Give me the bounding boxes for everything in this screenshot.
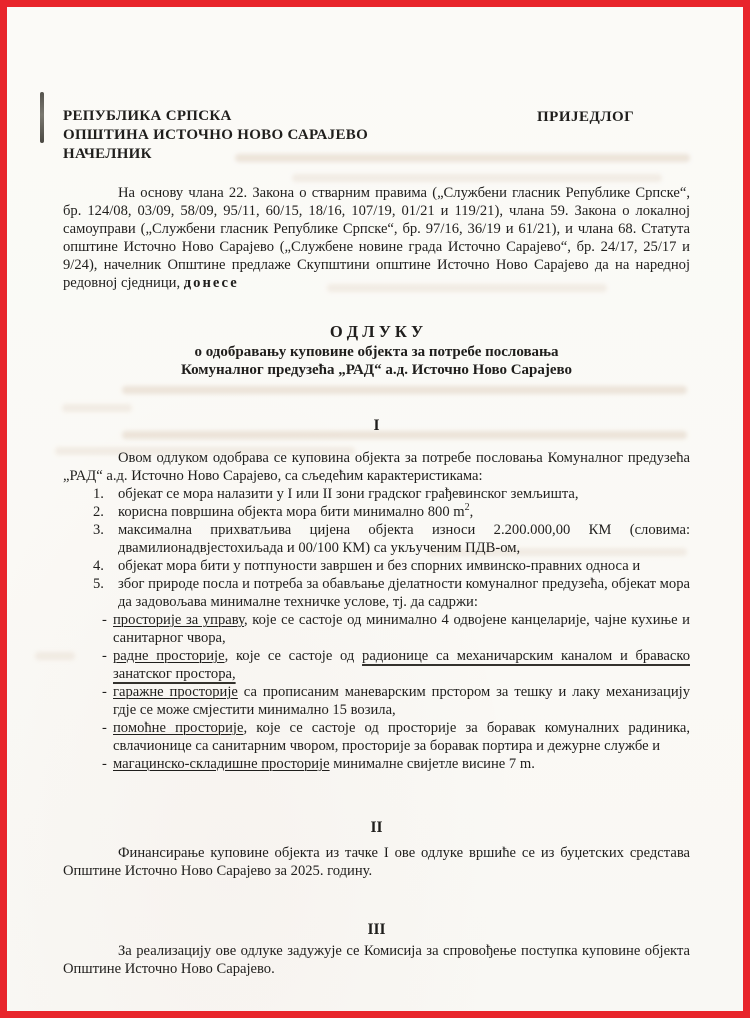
item-text: објекат мора бити у потпуности завршен и без спорних имвинско-правних односа и bbox=[118, 558, 641, 574]
decision-subtitle-1: о одобравању куповине објекта за потребе пословања bbox=[194, 344, 559, 360]
item-number: 4. bbox=[93, 558, 104, 574]
dash-mark: - bbox=[102, 612, 107, 628]
superscript-2: 2 bbox=[464, 502, 470, 513]
proposal-label: ПРИЈЕДЛОГ bbox=[537, 109, 635, 125]
dash-item-warehouse-premises bbox=[63, 755, 690, 773]
bleed-through-artifact bbox=[292, 174, 662, 182]
section-3-paragraph: За реализацију ове одлуке задужује се Комисија за спровођење поступка куповине објекта Општине Источно Ново Сарајево. bbox=[63, 943, 690, 977]
item-number: 2. bbox=[93, 504, 104, 520]
numbered-item-2 bbox=[63, 503, 690, 521]
dash-mark: - bbox=[102, 756, 107, 772]
preamble-paragraph bbox=[63, 184, 690, 292]
decision-subtitle-2: Комуналног предузећа „РАД“ а.д. Источно Ново Сарајево bbox=[180, 362, 573, 378]
letterhead bbox=[63, 107, 543, 164]
item-lead-underlined: помоћне просторије bbox=[113, 720, 244, 736]
section-marker-2: II bbox=[370, 819, 383, 836]
item-text-post: , bbox=[469, 504, 474, 520]
item-text: корисна површина објекта мора бити минимално 800 m bbox=[118, 504, 465, 520]
item-lead-underlined: гаражне просторије bbox=[113, 684, 238, 700]
item-lead-underlined: магацинско-складишне просторије bbox=[113, 756, 330, 772]
item-number: 3. bbox=[93, 522, 104, 538]
dash-mark: - bbox=[102, 684, 107, 700]
item-number: 1. bbox=[93, 486, 104, 502]
dash-item-work-premises bbox=[63, 647, 690, 683]
numbered-item-4 bbox=[63, 557, 690, 575]
bleed-through-artifact bbox=[62, 404, 132, 412]
section-marker-3: III bbox=[367, 921, 386, 938]
pen-stroke-artifact bbox=[40, 92, 44, 143]
section-marker-1: I bbox=[373, 417, 380, 434]
item-number: 5. bbox=[93, 576, 104, 592]
letterhead-mayor: НАЧЕЛНИК bbox=[63, 146, 152, 162]
bleed-through-artifact bbox=[122, 386, 687, 394]
item-text: максимална прихватљива цијена објекта износи 2.200.000,00 КМ (словима: двамилионадвјестохиљада и 00/100 КМ) са укљученим ПДВ-ом, bbox=[118, 522, 690, 556]
numbered-item-1 bbox=[63, 485, 690, 503]
section-1-body bbox=[63, 449, 690, 773]
numbered-item-5 bbox=[63, 575, 690, 611]
dash-item-auxiliary-premises bbox=[63, 719, 690, 755]
section-1-intro: Овом одлуком одобрава се куповина објекта за потребе пословања Комуналног предузећа „РАД“ а.д. Источно Ново Сарајево, са сљедећим карактеристикама: bbox=[63, 450, 690, 484]
item-pen-underlined: радионице са механичарским каналом и браваско занатског простора, bbox=[113, 648, 690, 682]
preamble-text: На основу члана 22. Закона о стварним правима („Службени гласник Републике Српске“, бр. 124/08, 03/09, 58/09, 95/11, 60/15, 18/16, 107/19, 01/21 и 119/21), члана 59. Закона о локалној самоуправи („Службени гласник Републике Српске“, бр. 97/16, 36/19 и 61/21), и члана 68. Статута општине Источно Ново Сарајево („Службене новине града Источно Сарајево“, бр. 24/17, 25/17 и 9/24), начелник Општине предлаже Скупштини општине Источно Ново Сарајево да на наредној редовној сједници, bbox=[63, 185, 690, 291]
letterhead-republic: РЕПУБЛИКА СРПСКА bbox=[63, 108, 232, 124]
item-lead-underlined: радне просторије bbox=[113, 648, 225, 664]
item-text: са прописаним маневарским прстором за тешку и лаку механизацију гдје се може смјестити минимално 15 возила, bbox=[113, 684, 690, 718]
letterhead-municipality: ОПШТИНА ИСТОЧНО НОВО САРАЈЕВО bbox=[63, 127, 369, 143]
decision-title-block bbox=[63, 321, 690, 379]
item-text: , које се састоје од просторије за боравак комуналних радиника, свлачионице са санитарним чвором, просторије за боравак портира и дежурне службе и bbox=[113, 720, 691, 754]
item-text: због природе посла и потреба за обављање дјелатности комуналног предузећа, објекат мора да задовољава минималне техничке услове, тј. да садржи: bbox=[118, 576, 690, 610]
dash-item-office-premises bbox=[63, 611, 690, 647]
numbered-item-3 bbox=[63, 521, 690, 557]
item-lead-underlined: просторије за управу bbox=[113, 612, 244, 628]
section-2-paragraph: Финансирање куповине објекта из тачке I ове одлуке вршиће се из буџетских средстава Општине Источно Ново Сарајево за 2025. годину. bbox=[63, 845, 690, 879]
item-text: објекат се мора налазити у I или II зони градског грађевинског земљишта, bbox=[118, 486, 579, 502]
dash-mark: - bbox=[102, 648, 107, 664]
item-text: минималне свијетле висине 7 m. bbox=[329, 756, 535, 772]
item-text: , које се састоје од bbox=[224, 648, 363, 664]
item-text: , које се састоје од минимално 4 одвојене канцеларије, чајне кухиње и санитарног чвора, bbox=[113, 612, 690, 646]
decision-title: О Д Л У К У bbox=[329, 322, 424, 341]
dash-mark: - bbox=[102, 720, 107, 736]
preamble-closing-word: донесе bbox=[183, 275, 239, 291]
dash-item-garage-premises bbox=[63, 683, 690, 719]
